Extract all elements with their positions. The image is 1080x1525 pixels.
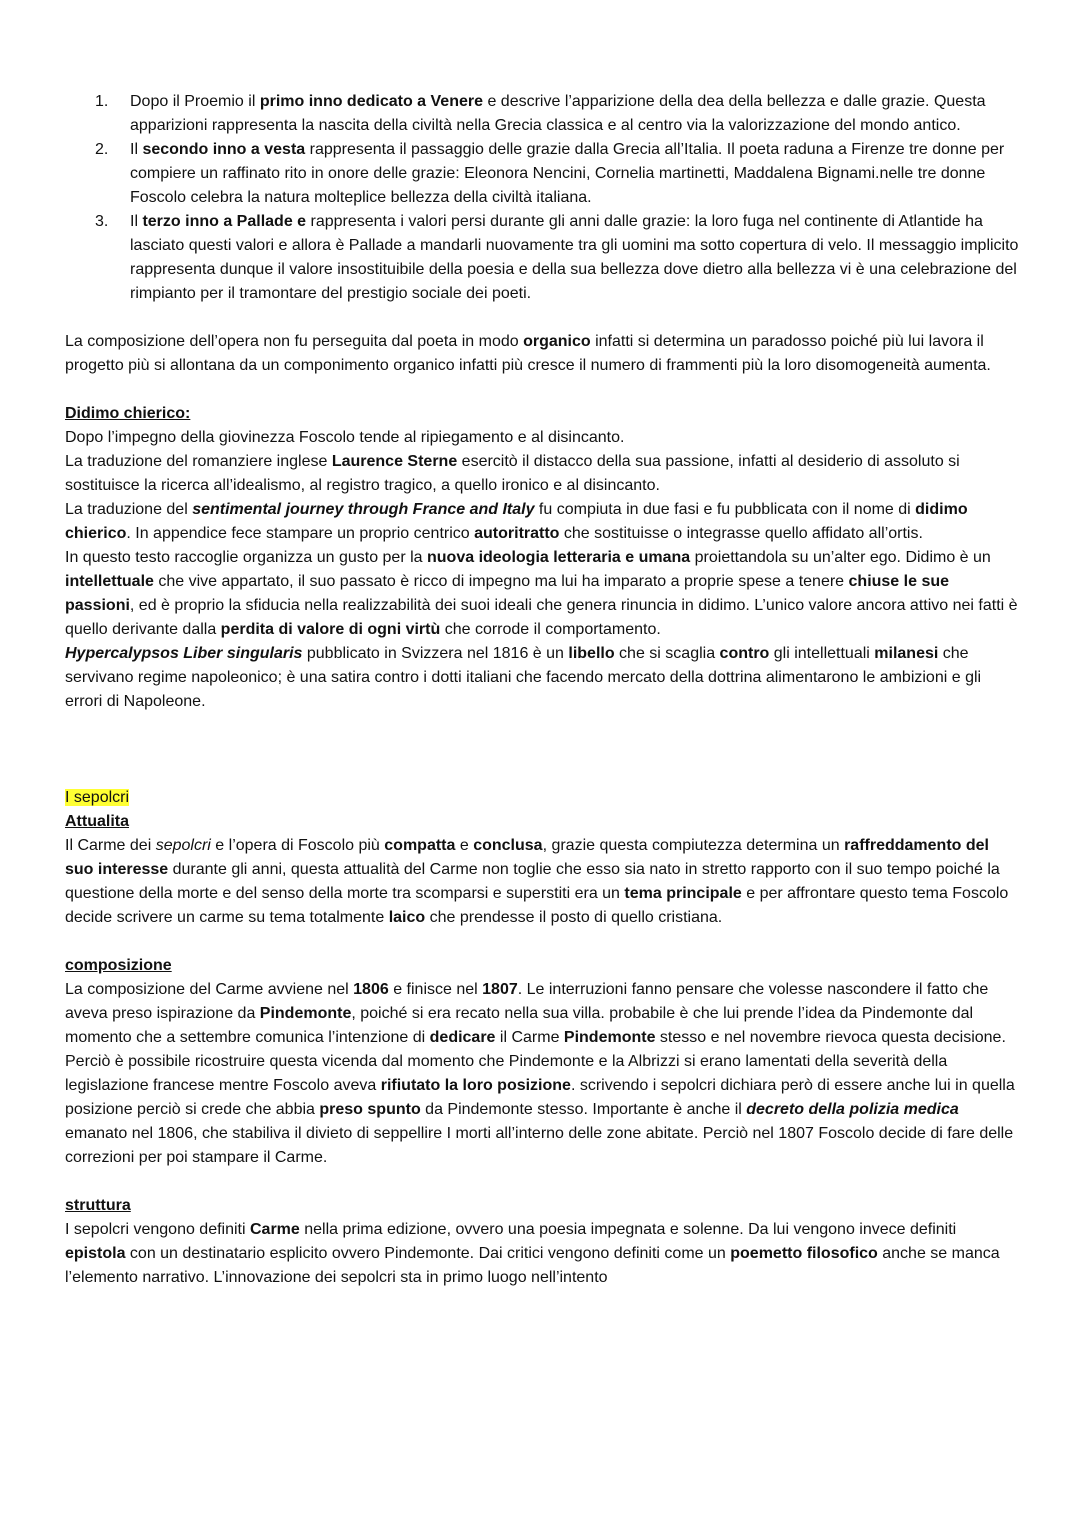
emphasis-text: epistola	[65, 1245, 126, 1262]
list-number: 3.	[95, 213, 109, 230]
text-run: pubblicato in Svizzera nel 1816 è un	[302, 645, 569, 662]
text-run: . Le interruzioni fanno pensare che volesse nascondere il fatto che aveva preso ispirazione da	[65, 981, 989, 1022]
emphasis-text: 1807	[482, 981, 518, 998]
text-run: nella prima edizione, ovvero una poesia impegnata e solenne. Da lui vengono invece definiti	[299, 1221, 957, 1238]
paragraph-composizione-opera	[65, 330, 1020, 378]
emphasis-text: poemetto filosofico	[730, 1245, 878, 1262]
highlighted-title-sepolcri: I sepolcri	[65, 789, 130, 806]
text-run: , poiché si era recato nella sua villa. probabile è che lui prende l’idea da Pindemonte dal momento che a settembre comunica l’intenzione di	[65, 1005, 974, 1046]
text-run: Dopo il Proemio il	[130, 93, 260, 110]
emphasis-text: Carme	[250, 1221, 300, 1238]
emphasis-text: primo inno dedicato a Venere	[259, 93, 483, 110]
text-run: stesso e nel novembre rievoca questa decisione. Perciò è possibile ricostruire questa vicenda dal momento che Pindemonte e la Albrizzi si erano lamentati della severità della legislazione francese mentre Foscolo aveva	[65, 1029, 1006, 1094]
paragraph	[65, 546, 1020, 642]
emphasis-text: didimo chierico	[65, 501, 968, 542]
text-run: fu compiuta in due fasi e fu pubblicata con il nome di	[534, 501, 916, 518]
text-run: Dopo l’impegno della giovinezza Foscolo tende al ripiegamento e al disincanto.	[65, 429, 625, 446]
emphasis-text: tema principale	[624, 885, 742, 902]
text-run: rappresenta il passaggio delle grazie dalla Grecia all’Italia. Il poeta raduna a Firenze tre donne per compiere un raffinato rito in onore delle grazie: Eleonora Nencini, Cornelia martinetti, Maddalena Bignami.nelle tre donne Foscolo celebra la natura molteplice bellezza della civiltà italiana.	[130, 141, 1005, 206]
text-run: e l’opera di Foscolo più	[210, 837, 385, 854]
heading-didimo-chierico: Didimo chierico:	[65, 405, 191, 422]
text-run: che si scaglia	[614, 645, 720, 662]
text-run: , grazie questa compiutezza determina un	[542, 837, 845, 854]
emphasis-text: intellettuale	[65, 573, 154, 590]
text-run: . In appendice fece stampare un proprio centrico	[126, 525, 475, 542]
text-run: emanato nel 1806, che stabiliva il divieto di seppellire I morti all’interno delle zone abitate. Perciò nel 1807 Foscolo decide di fare delle correzioni per poi stampare il Carme.	[65, 1125, 1014, 1166]
paragraph	[65, 450, 1020, 498]
text-run: con un destinatario esplicito ovvero Pindemonte. Dai critici vengono definiti come un	[125, 1245, 731, 1262]
emphasis-text: Pindemonte	[259, 1005, 352, 1022]
emphasis-text: preso spunto	[319, 1101, 421, 1118]
text-run: e per affrontare questo tema Foscolo decide scrivere un carme su tema totalmente	[65, 885, 1009, 926]
text-run: gli intellettuali	[769, 645, 875, 662]
list-item-text	[130, 213, 1018, 302]
text-run: La traduzione del romanziere inglese	[65, 453, 332, 470]
text-run: che prendesse il posto di quello cristiana.	[425, 909, 723, 926]
heading-struttura: struttura	[65, 1197, 131, 1214]
emphasis-text: raffreddamento del suo interesse	[65, 837, 989, 878]
emphasis-text: autoritratto	[474, 525, 560, 542]
list-item	[65, 210, 1020, 306]
emphasis-text: sepolcri	[155, 837, 211, 854]
emphasis-text: decreto della polizia medica	[746, 1101, 959, 1118]
text-run: , ed è proprio la sfiducia nella realizzabilità dei suoi ideali che genera rinuncia in didimo. L’unico valore ancora attivo nei fatti è quello derivante dalla	[65, 597, 1018, 638]
emphasis-text: contro	[719, 645, 770, 662]
heading-attualita: Attualita	[65, 813, 129, 830]
text-run: Il Carme dei	[65, 837, 156, 854]
text-run: da Pindemonte stesso. Importante è anche il	[420, 1101, 747, 1118]
text-run: esercitò il distacco della sua passione, infatti al desiderio di assoluto si sostituisce la ricerca all’idealismo, al registro tragico, a quello ironico e al disincanto.	[65, 453, 960, 494]
text-run: anche se manca l’elemento narrativo. L’innovazione dei sepolcri sta in primo luogo nell’intento	[65, 1245, 1000, 1286]
paragraph	[65, 642, 1020, 714]
emphasis-text: laico	[388, 909, 426, 926]
emphasis-text: Laurence Sterne	[331, 453, 458, 470]
text-run: e descrive l’apparizione della dea della bellezza e dalle grazie. Questa apparizioni rappresenta la nascita della civiltà nella Grecia classica e al centro via la valorizzazione del mondo antico.	[130, 93, 986, 134]
emphasis-text: sentimental journey through France and Italy	[192, 501, 535, 518]
text-run: La composizione del Carme avviene nel	[65, 981, 354, 998]
list-item	[65, 138, 1020, 210]
text-run: proiettandola su un’alter ego. Didimo è un	[690, 549, 991, 566]
emphasis-text: Hypercalypsos Liber singularis	[65, 645, 303, 662]
emphasis-text: dedicare	[429, 1029, 496, 1046]
emphasis-text: terzo inno a Pallade e	[142, 213, 307, 230]
emphasis-text: organico	[523, 333, 591, 350]
list-item-text	[130, 93, 986, 134]
emphasis-text: chiuse le sue passioni	[65, 573, 950, 614]
emphasis-text: secondo inno a vesta	[142, 141, 306, 158]
emphasis-text: libello	[568, 645, 615, 662]
text-run: che corrode il comportamento.	[440, 621, 661, 638]
list-number: 2.	[95, 141, 109, 158]
text-run: infatti si determina un paradosso poiché più lui lavora il progetto più si allontana da un componimento organico infatti più cresce il numero di frammenti più la loro disomogeneità aumenta.	[65, 333, 991, 374]
text-run: e finisce nel	[388, 981, 483, 998]
list-number: 1.	[95, 93, 109, 110]
text-run: rappresenta i valori persi durante gli anni dalle grazie: la loro fuga nel continente di Atlantide ha lasciato questi valori e allora è Pallade a mandarli nuovamente tra gli uomini ma sotto copertura di velo. Il messaggio implicito rappresenta dunque il valore insostituibile della poesia e della sua bellezza dove dietro alla bellezza vi è una celebrazione del rimpianto per il tramontare del prestigio sociale dei poeti.	[130, 213, 1019, 302]
list-item-text	[130, 141, 1004, 206]
text-run: In questo testo raccoglie organizza un gusto per la	[65, 549, 427, 566]
emphasis-text: nuova ideologia letteraria e umana	[427, 549, 691, 566]
emphasis-text: 1806	[353, 981, 389, 998]
text-run: La traduzione del	[65, 501, 193, 518]
paragraph-attualita	[65, 834, 1020, 930]
emphasis-text: perdita di valore di ogni virtù	[220, 621, 441, 638]
emphasis-text: conclusa	[473, 837, 543, 854]
paragraph	[65, 498, 1020, 546]
emphasis-text: milanesi	[874, 645, 939, 662]
inni-list	[65, 90, 1020, 306]
text-run: durante gli anni, questa attualità del Carme non toglie che esso sia nato in stretto rapporto con il suo tempo poiché la questione della morte e del senso della morte tra scomparsi e superstiti era un	[65, 861, 1000, 902]
text-run: che sostituisse o integrasse quello affidato all’ortis.	[559, 525, 923, 542]
text-run: che vive appartato, il suo passato è ricco di impegno ma lui ha imparato a proprie spese a tenere	[153, 573, 849, 590]
text-run: La composizione dell’opera non fu perseguita dal poeta in modo	[65, 333, 524, 350]
paragraph-composizione	[65, 978, 1020, 1170]
text-run: Il	[130, 213, 143, 230]
list-item	[65, 90, 1020, 138]
text-run: che servivano regime napoleonico; è una satira contro i dotti italiani che facendo mercato della dottrina alimentarono le ambizioni e gli errori di Napoleone.	[65, 645, 982, 710]
text-run: Il	[130, 141, 143, 158]
text-run: . scrivendo i sepolcri dichiara però di essere anche lui in quella posizione perciò si crede che abbia	[65, 1077, 1015, 1118]
paragraph-struttura	[65, 1218, 1020, 1290]
text-run: il Carme	[495, 1029, 564, 1046]
heading-composizione: composizione	[65, 957, 172, 974]
emphasis-text: Pindemonte	[563, 1029, 656, 1046]
paragraph	[65, 426, 1020, 450]
text-run: e	[455, 837, 474, 854]
text-run: I sepolcri vengono definiti	[65, 1221, 250, 1238]
emphasis-text: compatta	[384, 837, 456, 854]
emphasis-text: rifiutato la loro posizione	[380, 1077, 571, 1094]
